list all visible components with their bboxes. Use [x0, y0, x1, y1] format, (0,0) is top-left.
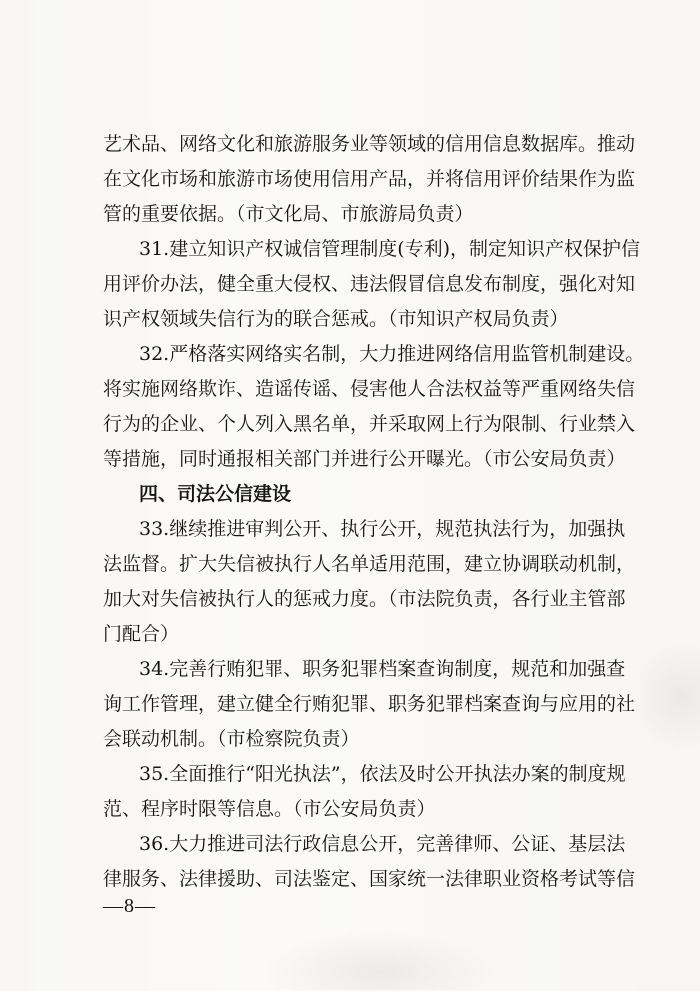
item-31-line: 31.建立知识产权诚信管理制度(专利)，制定知识产权保护信 — [139, 238, 641, 260]
body-line: 行为的企业、个人列入黑名单，并采取网上行为限制、行业禁入 — [103, 413, 636, 435]
body-line: 法监督。扩大失信被执行人名单适用范围，建立协调联动机制， — [103, 553, 636, 575]
body-line: 律服务、法律援助、司法鉴定、国家统一法律职业资格考试等信 — [103, 868, 636, 890]
scan-speckle-bottom — [260, 930, 500, 990]
scan-speckle — [640, 640, 700, 780]
body-line: 询工作管理，建立健全行贿犯罪、职务犯罪档案查询与应用的社 — [103, 693, 636, 715]
section-heading: 四、司法公信建设 — [139, 483, 292, 505]
body-line: 会联动机制。（市检察院负责） — [103, 728, 360, 750]
body-line: 门配合） — [103, 623, 180, 645]
item-32-line: 32.严格落实网络实名制，大力推进网络信用监管机制建设。 — [139, 343, 645, 365]
item-33-line: 33.继续推进审判公开、执行公开，规范执法行为，加强执 — [139, 518, 626, 540]
body-line: 在文化市场和旅游市场使用信用产品，并将信用评价结果作为监 — [103, 168, 636, 190]
body-line: 用评价办法，健全重大侵权、违法假冒信息发布制度，强化对知 — [103, 273, 636, 295]
item-34-line: 34.完善行贿犯罪、职务犯罪档案查询制度，规范和加强查 — [139, 658, 626, 680]
body-line: 管的重要依据。（市文化局、市旅游局负责） — [103, 203, 474, 225]
page-number: —8— — [103, 895, 156, 917]
body-line: 等措施，同时通报相关部门并进行公开曝光。（市公安局负责） — [103, 448, 626, 470]
item-35-line: 35.全面推行“阳光执法”，依法及时公开执法办案的制度规 — [139, 763, 626, 785]
item-36-line: 36.大力推进司法行政信息公开，完善律师、公证、基层法 — [139, 833, 626, 855]
body-line: 加大对失信被执行人的惩戒力度。（市法院负责，各行业主管部 — [103, 588, 626, 610]
body-line: 范、程序时限等信息。（市公安局负责） — [103, 798, 436, 820]
body-line: 识产权领域失信行为的联合惩戒。（市知识产权局负责） — [103, 308, 569, 330]
body-line: 将实施网络欺诈、造谣传谣、侵害他人合法权益等严重网络失信 — [103, 378, 636, 400]
body-line: 艺术品、网络文化和旅游服务业等领域的信用信息数据库。推动 — [103, 133, 636, 155]
